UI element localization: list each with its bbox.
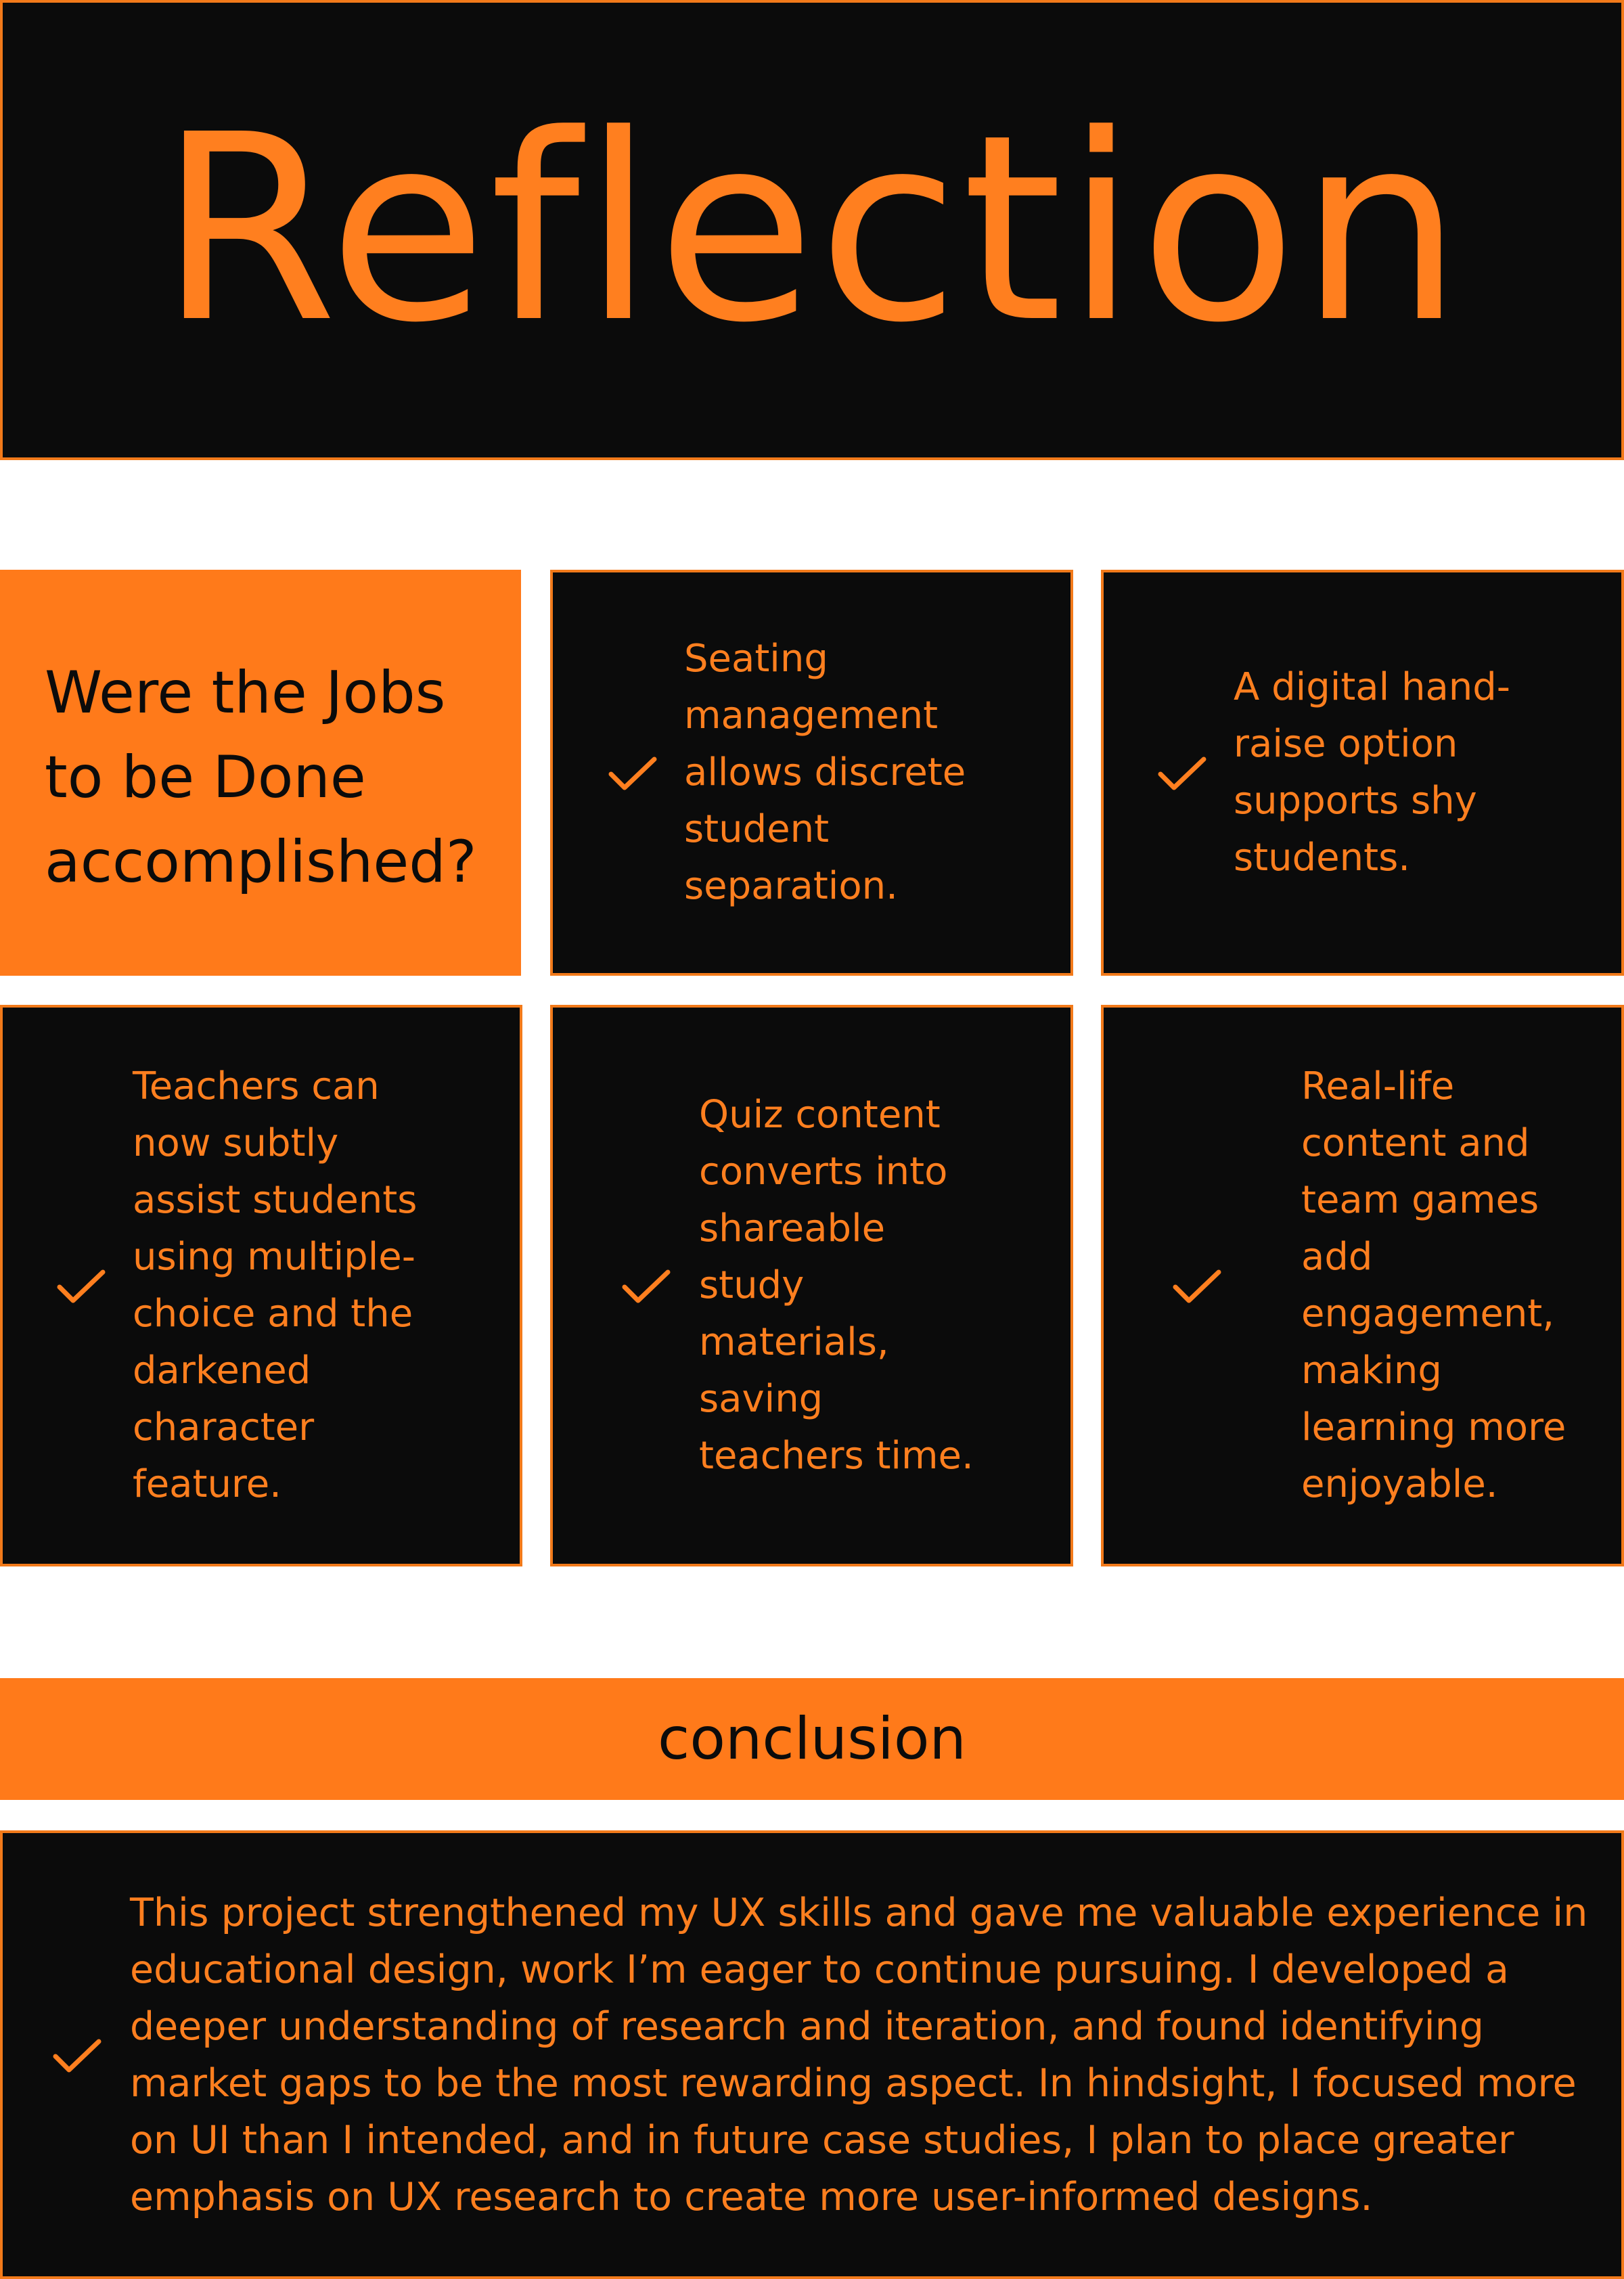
conclusion-header xyxy=(0,1678,1624,1800)
page-title: Reflection xyxy=(158,79,1466,379)
check-icon xyxy=(621,1260,672,1311)
conclusion-card xyxy=(0,1830,1624,2279)
title-banner xyxy=(0,0,1624,460)
question-card xyxy=(0,570,521,976)
card-text: Seating management allows discrete student separation. xyxy=(684,637,966,908)
check-icon xyxy=(51,2029,103,2081)
question-text: Were the Jobs to be Done accomplished? xyxy=(45,659,477,896)
check-icon xyxy=(1156,747,1208,798)
jtbd-card-engagement xyxy=(1101,1005,1624,1566)
check-icon xyxy=(1171,1260,1223,1311)
jtbd-card-assist xyxy=(0,1005,522,1566)
check-icon xyxy=(55,1260,107,1311)
card-text: A digital hand- raise option supports shy students. xyxy=(1234,665,1511,880)
check-icon xyxy=(607,747,658,798)
card-text: Real-life content and team games add engagement, making learning more enjoyable. xyxy=(1301,1064,1566,1506)
conclusion-text: This project strengthened my UX skills and gave me valuable experience in educational design, work I’m eager to continue pursuing. I developed a deeper understanding of research and iteration, and found identifying market gaps to be the most rewarding aspect. In hindsight, I focused more on UI than I intended, and in future case studies, I plan to place greater emphasis on UX research to create more user-informed designs. xyxy=(130,1890,1588,2219)
jtbd-card-seating xyxy=(550,570,1073,976)
card-text: Quiz content converts into shareable study materials, saving teachers time. xyxy=(699,1093,974,1478)
card-text: Teachers can now subtly assist students using multiple- choice and the darkened character feature. xyxy=(133,1064,418,1506)
conclusion-title: conclusion xyxy=(658,1705,966,1773)
jtbd-card-quiz xyxy=(550,1005,1073,1566)
jtbd-card-hand-raise xyxy=(1101,570,1624,976)
